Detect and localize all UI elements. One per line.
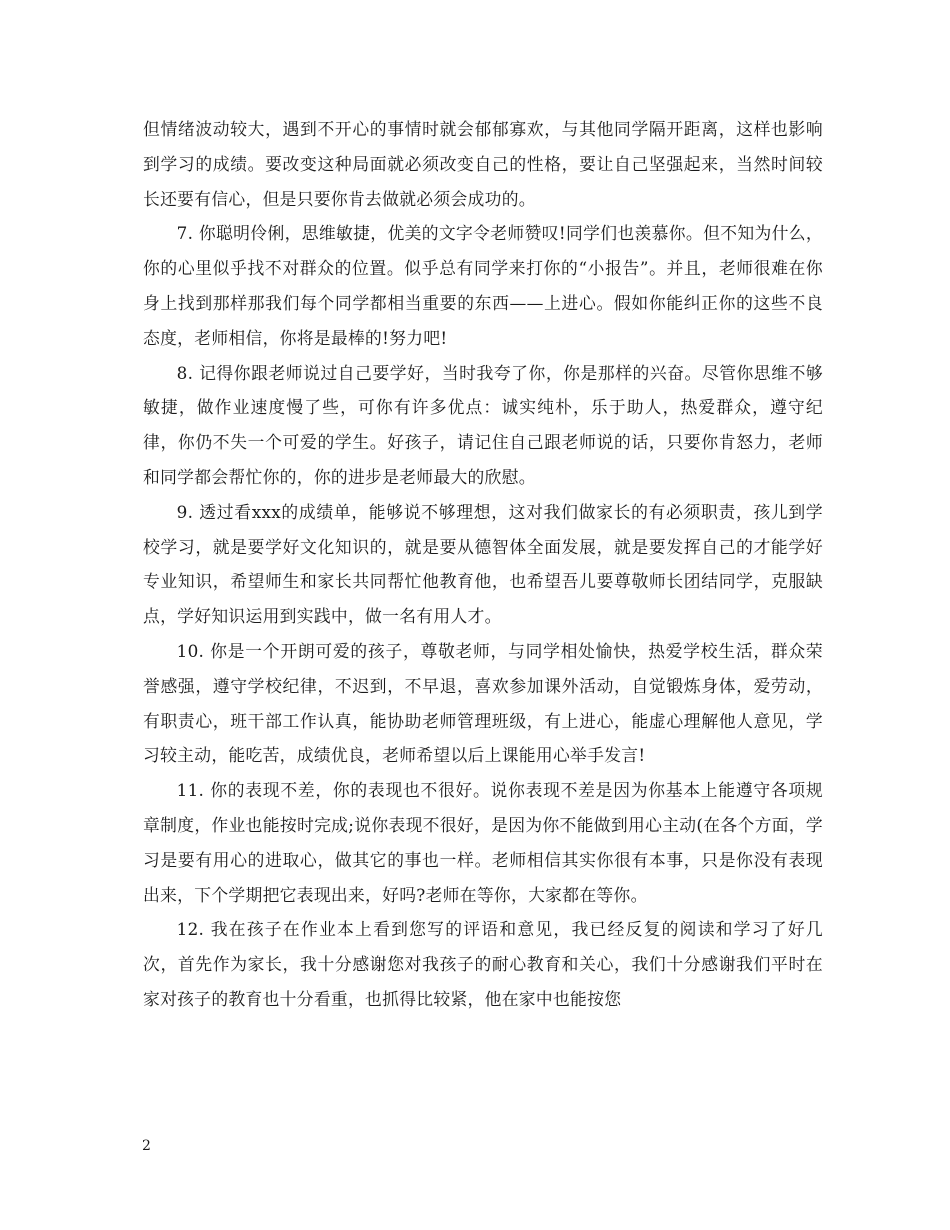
paragraph-item-8: 8. 记得你跟老师说过自己要学好，当时我夸了你，你是那样的兴奋。尽管你思维不够敏捷，做作业速度慢了些，可你有许多优点：诚实纯朴，乐于助人，热爱群众，遵守纪律，你仍不失一个可爱的学生。好孩子，请记住自己跟老师说的话，只要你肯怒力，老师和同学都会帮忙你的，你的进步是老师最大的欣慰。 xyxy=(143,362,823,487)
document-body xyxy=(143,112,823,1017)
paragraph-continuation: 但情绪波动较大，遇到不开心的事情时就会郁郁寡欢，与其他同学隔开距离，这样也影响到学习的成绩。要改变这种局面就必须改变自己的性格，要让自己坚强起来，当然时间较长还要有信心，但是只要你肯去做就必须会成功的。 xyxy=(143,119,823,209)
paragraph-item-11: 11. 你的表现不差，你的表现也不很好。说你表现不差是因为你基本上能遵守各项规章制度，作业也能按时完成;说你表现不很好，是因为你不能做到用心主动(在各个方面，学习是要有用心的进取心，做其它的事也一样。老师相信其实你很有本事，只是你没有表现出来，下个学期把它表现出来，好吗?老师在等你，大家都在等你。 xyxy=(143,780,823,905)
paragraph-item-10: 10. 你是一个开朗可爱的孩子，尊敬老师，与同学相处愉快，热爱学校生活，群众荣誉感强，遵守学校纪律，不迟到，不早退，喜欢参加课外活动，自觉锻炼身体，爱劳动，有职责心，班干部工作认真，能协助老师管理班级，有上进心，能虚心理解他人意见，学习较主动，能吃苦，成绩优良，老师希望以后上课能用心举手发言! xyxy=(143,640,823,766)
paragraph-item-12: 12. 我在孩子在作业本上看到您写的评语和意见，我已经反复的阅读和学习了好几次，首先作为家长，我十分感谢您对我孩子的耐心教育和关心，我们十分感谢我们平时在家对孩子的教育也十分看重，也抓得比较紧，他在家中也能按您 xyxy=(143,919,823,1009)
paragraph-item-9: 9. 透过看xxx的成绩单，能够说不够理想，这对我们做家长的有必须职责，孩儿到学校学习，就是要学好文化知识的，就是要从德智体全面发展，就是要发挥自己的才能学好专业知识，希望师生和家长共同帮忙他教育他，也希望吾儿要尊敬师长团结同学，克服缺点，学好知识运用到实践中，做一名有用人才。 xyxy=(143,501,823,627)
page-number: 2 xyxy=(142,1138,151,1154)
paragraph-item-7: 7. 你聪明伶俐，思维敏捷，优美的文字令老师赞叹!同学们也羡慕你。但不知为什么，你的心里似乎找不对群众的位置。似乎总有同学来打你的“小报告”。并且，老师很难在你身上找到那样那我们每个同学都相当重要的东西——上进心。假如你能纠正你的这些不良态度，老师相信，你将是最棒的!努力吧! xyxy=(143,223,823,348)
